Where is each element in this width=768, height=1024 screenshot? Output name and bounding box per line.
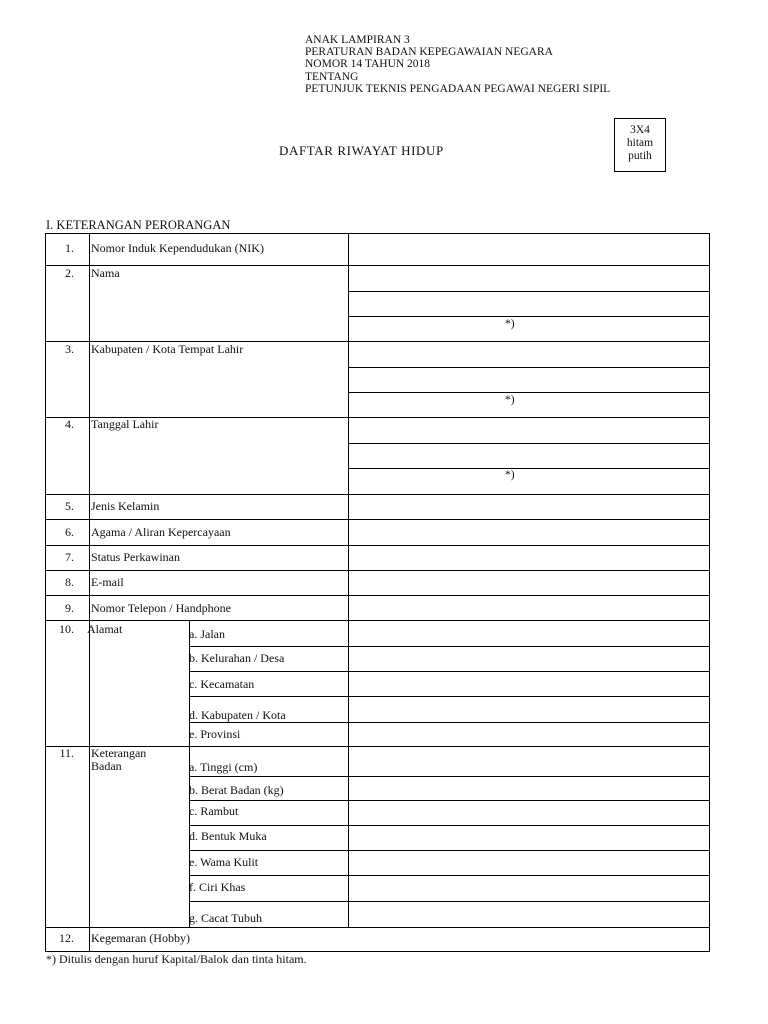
header-line: TENTANG <box>305 70 359 83</box>
row-label: Nama <box>91 266 120 280</box>
section-title: I. KETERANGAN PERORANGAN <box>46 218 231 232</box>
header-line: ANAK LAMPIRAN 3 <box>305 34 410 46</box>
row-label: Agama / Aliran Kepercayaan <box>91 525 231 539</box>
document-header <box>305 34 610 95</box>
capital-note-mark: *) <box>505 469 515 481</box>
row-number: 2. <box>65 266 74 280</box>
header-line: PERATURAN BADAN KEPEGAWAIAN NEGARA <box>305 46 553 59</box>
photo-box-line: putih <box>628 150 652 162</box>
photo-box <box>614 118 666 172</box>
row-label: E-mail <box>91 575 124 589</box>
sub-label: d. Bentuk Muka <box>189 829 267 843</box>
row-number: 8. <box>65 575 74 589</box>
sub-label: c. Rambut <box>189 804 239 818</box>
sub-label: b. Kelurahan / Desa <box>189 651 285 665</box>
sub-label: e. Provinsi <box>189 727 241 741</box>
row-label: Nomor Induk Kependudukan (NIK) <box>91 241 264 255</box>
sub-label: d. Kabupaten / Kota <box>189 708 286 722</box>
sub-label: c. Kecamatan <box>189 677 255 691</box>
row-number: 6. <box>65 525 74 539</box>
sub-label: g. Cacat Tubuh <box>189 911 263 925</box>
row-label: Kegemaran (Hobby) <box>91 931 190 945</box>
header-line: NOMOR 14 TAHUN 2018 <box>305 58 431 71</box>
row-number: 7. <box>65 550 74 564</box>
row-label: Kabupaten / Kota Tempat Lahir <box>91 342 244 356</box>
row-number: 1. <box>65 241 74 255</box>
header-line: PETUNJUK TEKNIS PENGADAAN PEGAWAI NEGERI SIPIL <box>305 82 611 95</box>
footnote: *) Ditulis dengan huruf Kapital/Balok dan tinta hitam. <box>46 952 307 966</box>
row-number: 10. <box>59 622 74 636</box>
sub-label: a. Tinggi (cm) <box>189 760 258 774</box>
sub-label: e. Wama Kulit <box>189 855 259 869</box>
photo-box-line: hitam <box>626 137 654 149</box>
row-label: Status Perkawinan <box>91 550 180 564</box>
row-number: 5. <box>65 499 74 513</box>
sub-label: f. Ciri Khas <box>189 880 246 894</box>
capital-note-mark: *) <box>505 318 515 330</box>
row-label: Alamat <box>87 622 123 636</box>
row-number: 11. <box>59 746 74 760</box>
row-number: 12. <box>59 931 74 945</box>
capital-note-mark: *) <box>505 394 515 406</box>
sub-label: b. Berat Badan (kg) <box>189 783 284 797</box>
row-label: Jenis Kelamin <box>91 499 160 513</box>
row-number: 9. <box>65 601 74 615</box>
row-label: Keterangan Badan <box>91 746 147 773</box>
row-label: Nomor Telepon / Handphone <box>91 601 231 615</box>
row-number: 3. <box>65 342 74 356</box>
photo-box-line: 3X4 <box>630 124 650 136</box>
sub-label: a. Jalan <box>189 627 225 641</box>
row-label: Tanggal Lahir <box>91 417 159 431</box>
row-number: 4. <box>65 417 74 431</box>
page-title: DAFTAR RIWAYAT HIDUP <box>279 143 444 158</box>
